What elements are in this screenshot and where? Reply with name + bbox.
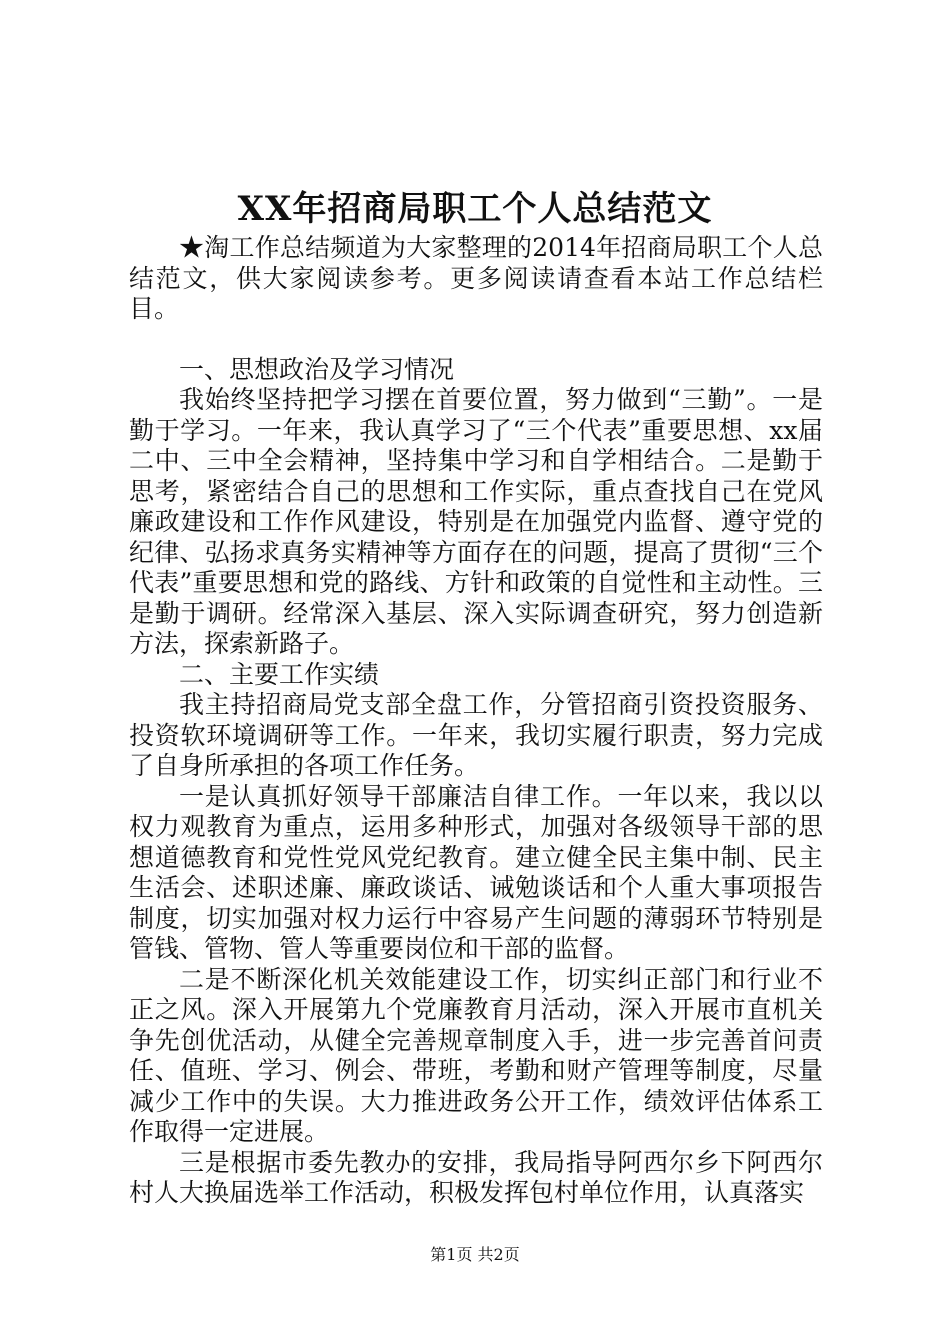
intro-paragraph: ★淘工作总结频道为大家整理的2014年招商局职工个人总结范文，供大家阅读参考。更多阅读请查看本站工作总结栏目。 bbox=[129, 233, 823, 323]
body-paragraph: 我主持招商局党支部全盘工作，分管招商引资投资服务、投资软环境调研等工作。一年来，我切实履行职责，努力完成了自身所承担的各项工作任务。 bbox=[129, 690, 823, 780]
body-paragraph: 三是根据市委先教办的安排，我局指导阿西尔乡下阿西尔村人大换届选举工作活动，积极发挥包村单位作用，认真落实 bbox=[129, 1147, 823, 1207]
body-paragraph: 我始终坚持把学习摆在首要位置，努力做到“三勤”。一是勤于学习。一年来，我认真学习了“三个代表”重要思想、xx届二中、三中全会精神，坚持集中学习和自学相结合。二是勤于思考，紧密结合自己的思想和工作实际，重点查找自己在党风廉政建设和工作作风建设，特别是在加强党内监督、遵守党的纪律、弘扬求真务实精神等方面存在的问题，提高了贯彻“三个代表”重要思想和党的路线、方针和政策的自觉性和主动性。三是勤于调研。经常深入基层、深入实际调查研究，努力创造新方法，探索新路子。 bbox=[129, 385, 823, 658]
page-number: 第1页 共2页 bbox=[430, 1245, 520, 1264]
document-body bbox=[129, 233, 823, 1209]
body-paragraph: 一是认真抓好领导干部廉洁自律工作。一年以来，我以以权力观教育为重点，运用多种形式，加强对各级领导干部的思想道德教育和党性党风党纪教育。建立健全民主集中制、民主生活会、述职述廉、廉政谈话、诫勉谈话和个人重大事项报告制度，切实加强对权力运行中容易产生问题的薄弱环节特别是管钱、管物、管人等重要岗位和干部的监督。 bbox=[129, 781, 823, 963]
section-heading-2: 二、主要工作实绩 bbox=[179, 659, 380, 689]
document-title: XX年招商局职工个人总结范文 bbox=[237, 189, 713, 229]
body-paragraph: 二是不断深化机关效能建设工作，切实纠正部门和行业不正之风。深入开展第九个党廉教育月活动，深入开展市直机关争先创优活动，从健全完善规章制度入手，进一步完善首问责任、值班、学习、例会、带班，考勤和财产管理等制度，尽量减少工作中的失误。大力推进政务公开工作，绩效评估体系工作取得一定进展。 bbox=[129, 964, 823, 1146]
section-heading-1: 一、思想政治及学习情况 bbox=[179, 354, 455, 384]
